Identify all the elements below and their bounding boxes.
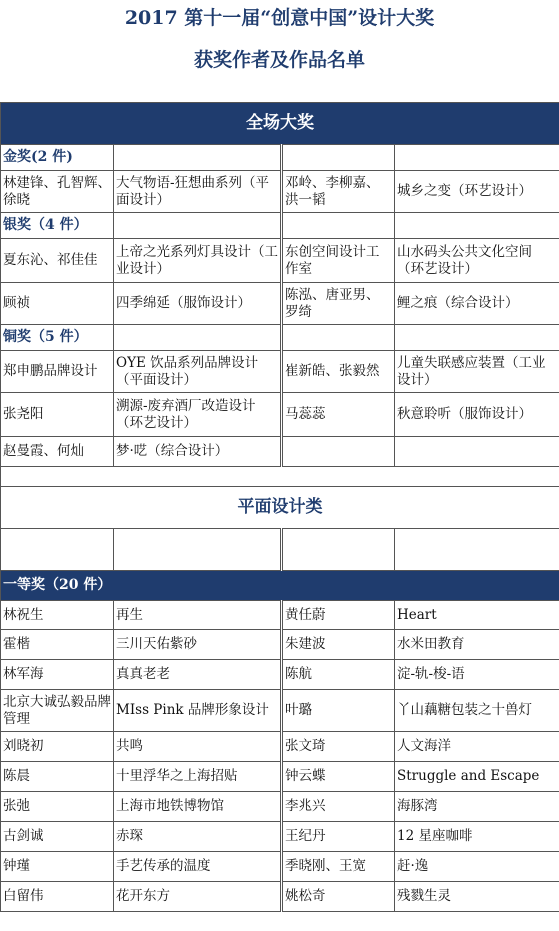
author: 李兆兴 <box>282 792 395 822</box>
work: MIss Pink 品牌形象设计 <box>114 690 282 732</box>
author: 邓岭、李柳嘉、洪一韬 <box>282 171 395 213</box>
table-row <box>1 601 559 630</box>
work: 大气物语-狂想曲系列（平面设计） <box>114 171 282 213</box>
author: 夏东沁、祁佳佳 <box>1 239 114 283</box>
author: 林祝生 <box>1 601 114 630</box>
category-label: 铜奖（5 件） <box>1 325 114 351</box>
work: 真真老老 <box>114 660 282 690</box>
work: OYE 饮品系列品牌设计（平面设计） <box>114 351 282 393</box>
author: 钟云蝶 <box>282 762 395 792</box>
category-label: 银奖（4 件） <box>1 213 114 239</box>
author: 白留伟 <box>1 882 114 912</box>
work <box>395 437 559 467</box>
work: 上帝之光系列灯具设计（工业设计） <box>114 239 282 283</box>
work: 儿童失联感应装置（工业设计） <box>395 351 559 393</box>
author: 赵曼霞、何灿 <box>1 437 114 467</box>
work: Heart <box>395 601 559 630</box>
table-row <box>1 882 559 912</box>
work: 12 星座咖啡 <box>395 822 559 852</box>
author: 顾祯 <box>1 283 114 325</box>
author: 朱建波 <box>282 630 395 660</box>
section-heading: 全场大奖 <box>1 103 559 145</box>
author: 钟瑾 <box>1 852 114 882</box>
document-subtitle: 获奖作者及作品名单 <box>193 49 365 71</box>
author: 霍楷 <box>1 630 114 660</box>
table-row <box>1 822 559 852</box>
author: 张文琦 <box>282 732 395 762</box>
work: 城乡之变（环艺设计） <box>395 171 559 213</box>
table-row <box>1 630 559 660</box>
awards-table <box>0 102 559 912</box>
work: 鲤之痕（综合设计） <box>395 283 559 325</box>
table-row <box>1 239 559 283</box>
author: 陈泓、唐亚男、罗绮 <box>282 283 395 325</box>
table-row <box>1 690 559 732</box>
table-row <box>1 792 559 822</box>
grand-prize-band <box>1 103 559 145</box>
section-heading: 平面设计类 <box>1 487 559 529</box>
document-title: 2017 第十一届“创意中国”设计大奖 <box>124 7 435 29</box>
table-row <box>1 762 559 792</box>
work: 山水码头公共文化空间（环艺设计） <box>395 239 559 283</box>
work: 残戮生灵 <box>395 882 559 912</box>
author: 古剑诚 <box>1 822 114 852</box>
author: 黄任蔚 <box>282 601 395 630</box>
work: 共鸣 <box>114 732 282 762</box>
work: 花开东方 <box>114 882 282 912</box>
author: 崔新皓、张毅然 <box>282 351 395 393</box>
category-row-bronze <box>1 325 559 351</box>
work: 秋意聆听（服饰设计） <box>395 393 559 437</box>
graphic-design-heading-row <box>1 487 559 529</box>
work: 上海市地铁博物馆 <box>114 792 282 822</box>
author: 张弛 <box>1 792 114 822</box>
table-row <box>1 393 559 437</box>
first-prize-band <box>1 571 559 601</box>
author: 北京大诚弘毅品牌管理 <box>1 690 114 732</box>
table-row <box>1 351 559 393</box>
author: 姚松奇 <box>282 882 395 912</box>
author: 王纪丹 <box>282 822 395 852</box>
table-row <box>1 437 559 467</box>
work: 四季绵延（服饰设计） <box>114 283 282 325</box>
author: 刘晓初 <box>1 732 114 762</box>
work: 手艺传承的温度 <box>114 852 282 882</box>
work: 水米田教育 <box>395 630 559 660</box>
work: 十里浮华之上海招贴 <box>114 762 282 792</box>
work: 梦·呓（综合设计） <box>114 437 282 467</box>
author <box>282 437 395 467</box>
author: 陈航 <box>282 660 395 690</box>
author: 陈晨 <box>1 762 114 792</box>
category-label: 金奖(2 件) <box>1 145 114 171</box>
author: 季晓刚、王宽 <box>282 852 395 882</box>
author: 郑申鹏品牌设计 <box>1 351 114 393</box>
author: 林军海 <box>1 660 114 690</box>
spacer-row <box>1 467 559 487</box>
author: 林建锋、孔智辉、徐晓 <box>1 171 114 213</box>
table-row <box>1 852 559 882</box>
work: 海豚湾 <box>395 792 559 822</box>
work: 溯源-废弃酒厂改造设计（环艺设计） <box>114 393 282 437</box>
table-row <box>1 660 559 690</box>
table-row <box>1 283 559 325</box>
category-label: 一等奖（20 件） <box>1 571 559 601</box>
work: Struggle and Escape <box>395 762 559 792</box>
work: 赤琛 <box>114 822 282 852</box>
empty-row <box>1 529 559 571</box>
work: 人文海洋 <box>395 732 559 762</box>
work: 再生 <box>114 601 282 630</box>
author: 东创空间设计工作室 <box>282 239 395 283</box>
work: 赶·逸 <box>395 852 559 882</box>
table-row <box>1 732 559 762</box>
author: 马蕊蕊 <box>282 393 395 437</box>
table-row <box>1 171 559 213</box>
author: 叶璐 <box>282 690 395 732</box>
author: 张尧阳 <box>1 393 114 437</box>
category-row-silver <box>1 213 559 239</box>
work: 丫山藕糖包装之十兽灯 <box>395 690 559 732</box>
category-row-gold <box>1 145 559 171</box>
work: 三川天佑紫砂 <box>114 630 282 660</box>
work: 淀-轨-梭-语 <box>395 660 559 690</box>
